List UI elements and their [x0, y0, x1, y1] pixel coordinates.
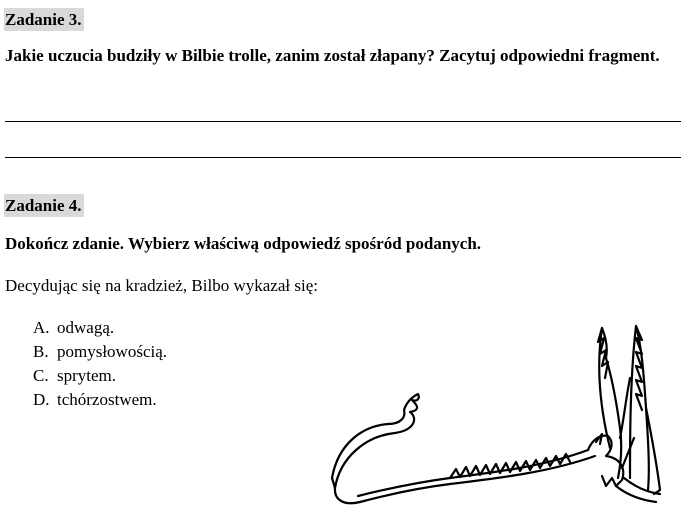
option-letter: C.	[33, 366, 49, 385]
option-b[interactable]	[33, 340, 167, 364]
option-d[interactable]	[33, 388, 167, 412]
task-3-heading: Zadanie 3.	[5, 10, 82, 29]
dragon-drawing-icon	[330, 318, 700, 520]
option-text: sprytem.	[57, 366, 117, 385]
answer-line-2[interactable]	[5, 157, 681, 158]
option-text: tchórzostwem.	[57, 390, 157, 409]
answer-options	[33, 316, 167, 412]
option-text: pomysłowością.	[57, 342, 168, 361]
option-text: odwagą.	[57, 318, 115, 337]
answer-line-1[interactable]	[5, 121, 681, 122]
option-letter: D.	[33, 390, 50, 409]
task-4-heading: Zadanie 4.	[5, 196, 82, 215]
option-letter: B.	[33, 342, 49, 361]
option-a[interactable]	[33, 316, 167, 340]
option-letter: A.	[33, 318, 50, 337]
option-c[interactable]	[33, 364, 167, 388]
task-4-instruction: Dokończ zdanie. Wybierz właściwą odpowiedź spośród podanych.	[5, 234, 482, 253]
task-4-stem: Decydując się na kradzież, Bilbo wykazał się:	[5, 276, 318, 295]
task-3-question: Jakie uczucia budziły w Bilbie trolle, zanim został złapany? Zacytuj odpowiedni fragment.	[5, 46, 660, 65]
